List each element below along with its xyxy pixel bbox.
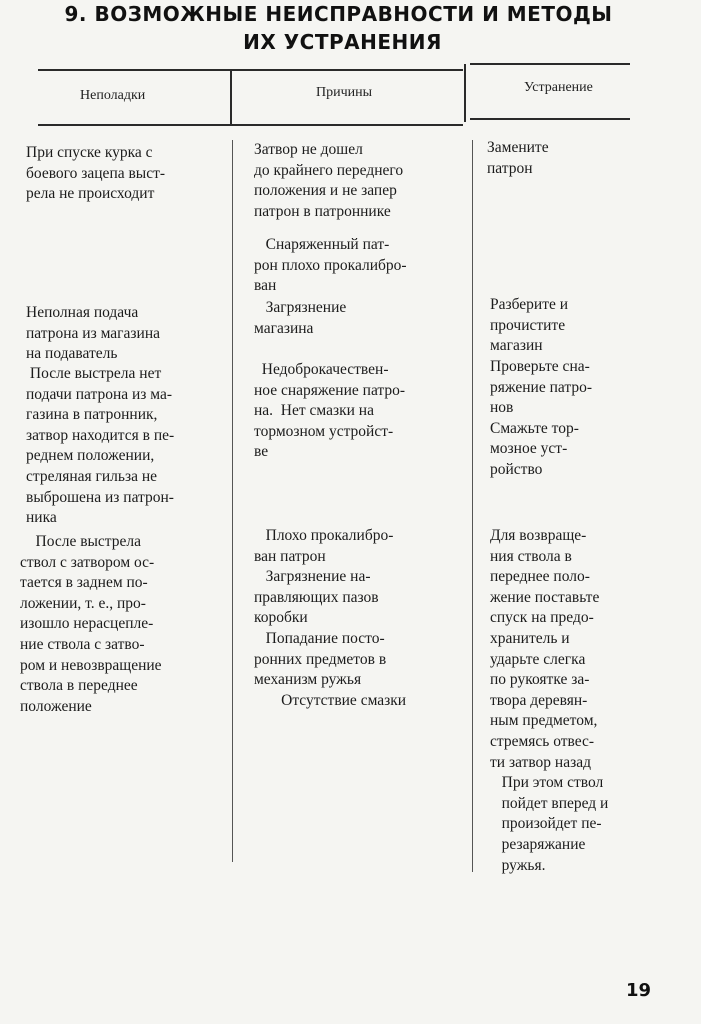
remedy-cell: Проверьте сна- ряжение патро- нов Смажьте тор- мозное уст- ройство	[490, 358, 593, 478]
section-title-line-2: ИХ УСТРАНЕНИЯ	[243, 30, 442, 54]
table-top-rule-left	[38, 69, 463, 71]
remedy-cell: Для возвраще- ния ствола в переднее поло- жение поставьте спуск на предо- хранитель и ударьте слегка по рукоятке за- твора деревян- ным предметом, стремясь отвес- ти затвор назад При этом ствол пойдет вперед и произойдет пе- резаряжание ружья.	[490, 527, 609, 874]
column-divider-2-body	[472, 140, 473, 872]
column-divider-2	[464, 64, 466, 122]
page-number: 19	[626, 980, 652, 1001]
fault-cell: После выстрела ствол с затвором ос- тается в заднем по- ложении, т. е., про- изошло нерасцепле- ние ствола с затво- ром и невозвращение ствола в переднее положение	[20, 533, 162, 715]
header-bottom-rule-left	[38, 124, 463, 126]
header-bottom-rule-right	[470, 118, 630, 120]
remedy-cell: Замените патрон	[487, 139, 549, 177]
header-causes: Причины	[316, 85, 373, 100]
header-faults: Неполадки	[80, 88, 146, 103]
cause-cell: Загрязнение магазина	[254, 299, 347, 337]
section-title-line-1: 9. ВОЗМОЖНЫЕ НЕИСПРАВНОСТИ И МЕТОДЫ	[64, 2, 613, 26]
cause-cell: Снаряженный пат- рон плохо прокалибро- ван	[254, 236, 407, 295]
cause-cell: Плохо прокалибро- ван патрон Загрязнение на- правляющих пазов коробки Попадание посто- ронних предметов в механизм ружья Отсутствие смазки	[254, 527, 407, 709]
cause-cell: Недоброкачествен- ное снаряжение патро- на. Нет смазки на тормозном устройст- ве	[254, 361, 406, 461]
fault-cell: Неполная подача патрона из магазина на подаватель	[26, 304, 160, 363]
header-remedies: Устранение	[524, 80, 593, 95]
table-top-rule-right	[470, 63, 630, 65]
cause-cell: Затвор не дошел до крайнего переднего положения и не запер патрон в патроннике	[254, 141, 404, 220]
remedy-cell: Разберите и прочистите магазин	[490, 296, 569, 355]
column-divider-1-body	[232, 140, 233, 862]
fault-cell: При спуске курка с боевого зацепа выст- рела не происходит	[26, 144, 166, 203]
fault-cell: После выстрела нет подачи патрона из ма- газина в патронник, затвор находится в пе- реднем положении, стреляная гильза не выброшена из патрон- ника	[26, 365, 175, 527]
column-divider-1	[230, 70, 232, 124]
